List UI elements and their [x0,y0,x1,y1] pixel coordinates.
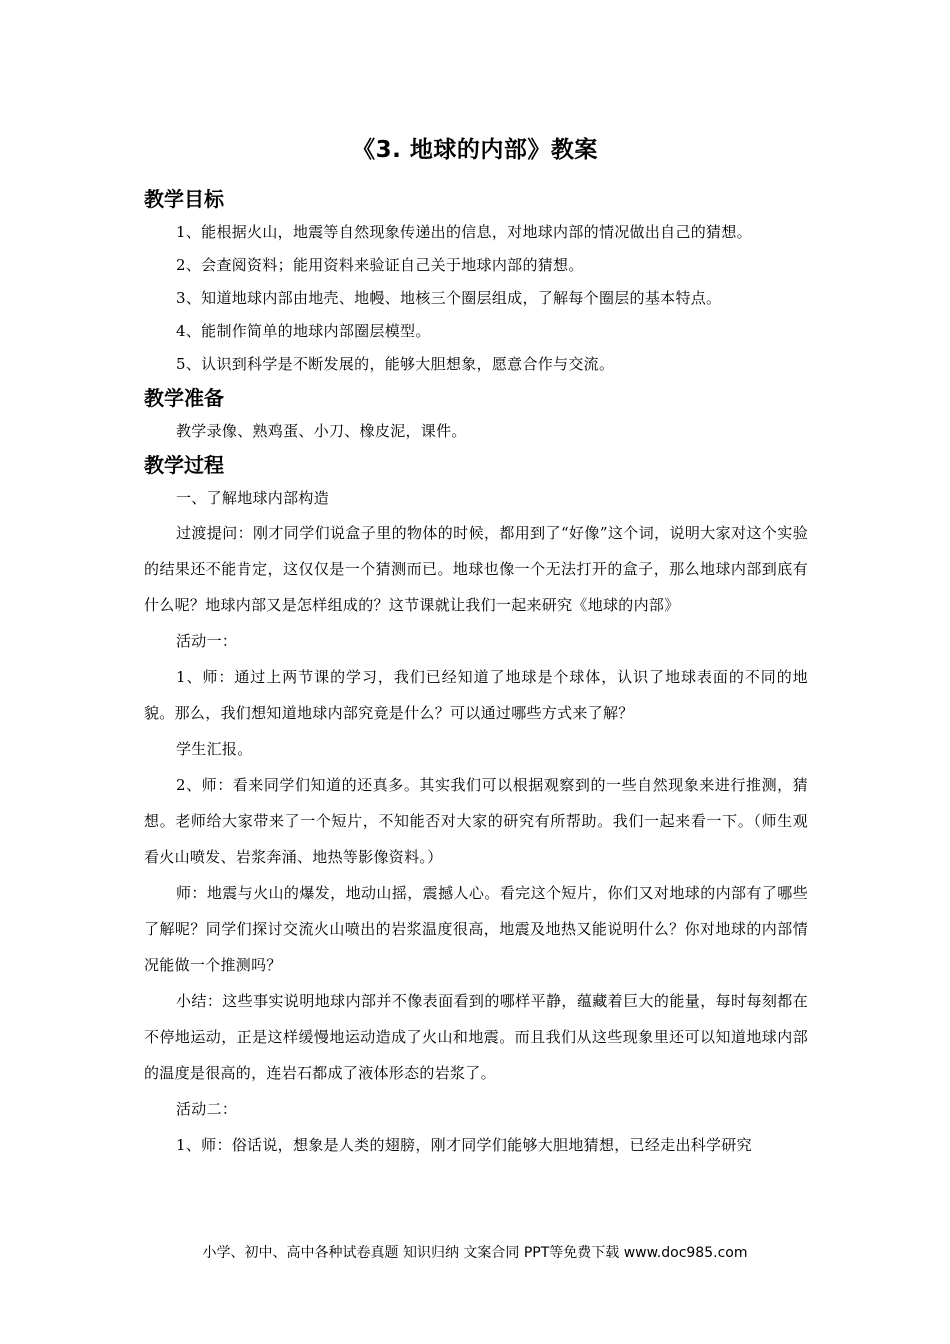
objective-item: 2、会查阅资料；能用资料来验证自己关于地球内部的猜想。 [176,256,584,274]
process-paragraph: 活动二： [176,1100,238,1118]
objective-item: 1、能根据火山，地震等自然现象传递出的信息，对地球内部的情况做出自己的猜想。 [176,223,752,241]
process-paragraph: 过渡提问：刚才同学们说盒子里的物体的时候，都用到了“好像”这个词，说明大家对这个实验的结果还不能肯定，这仅仅是一个猜测而已。地球也像一个无法打开的盒子，那么地球内部到底有什么呢？地球内部又是怎样组成的？这节课就让我们一起来研究《地球的内部》 [144,524,808,614]
process-paragraph: 1、师：通过上两节课的学习，我们已经知道了地球是个球体，认识了地球表面的不同的地貌。那么，我们想知道地球内部究竟是什么？可以通过哪些方式来了解？ [144,668,808,722]
process-paragraph: 小结：这些事实说明地球内部并不像表面看到的哪样平静，蕴藏着巨大的能量，每时每刻都在不停地运动，正是这样缓慢地运动造成了火山和地震。而且我们从这些现象里还可以知道地球内部的温度是很高的，连岩石都成了液体形态的岩浆了。 [144,992,808,1082]
preparation-text: 教学录像、熟鸡蛋、小刀、橡皮泥，课件。 [176,422,467,440]
process-paragraph: 2、师：看来同学们知道的还真多。其实我们可以根据观察到的一些自然现象来进行推测，猜想。老师给大家带来了一个短片，不知能否对大家的研究有所帮助。我们一起来看一下。（师生观看火山喷发、岩浆奔涌、地热等影像资料。） [144,776,808,866]
process-paragraph: 活动一： [176,632,238,650]
section-heading-objectives: 教学目标 [144,187,224,211]
objective-item: 5、认识到科学是不断发展的，能够大胆想象，愿意合作与交流。 [176,355,615,373]
objective-item: 3、知道地球内部由地壳、地幔、地核三个圈层组成，了解每个圈层的基本特点。 [176,289,722,307]
document-body [144,182,808,1163]
objective-item: 4、能制作简单的地球内部圈层模型。 [176,322,431,340]
document-title: 《3. 地球的内部》教案 [352,137,598,163]
process-subheading: 一、了解地球内部构造 [176,489,330,507]
page-footer: 小学、初中、高中各种试卷真题 知识归纳 文案合同 PPT等免费下载 www.doc985.com [202,1245,748,1261]
process-paragraph: 学生汇报。 [176,740,253,758]
section-heading-preparation: 教学准备 [144,386,224,410]
process-paragraph: 师：地震与火山的爆发，地动山摇，震撼人心。看完这个短片，你们又对地球的内部有了哪些了解呢？同学们探讨交流火山喷出的岩浆温度很高，地震及地热又能说明什么？你对地球的内部情况能做一个推测吗？ [144,884,808,974]
process-paragraph: 1、师：俗话说，想象是人类的翅膀，刚才同学们能够大胆地猜想，已经走出科学研究 [176,1136,752,1154]
section-heading-process: 教学过程 [144,453,224,477]
